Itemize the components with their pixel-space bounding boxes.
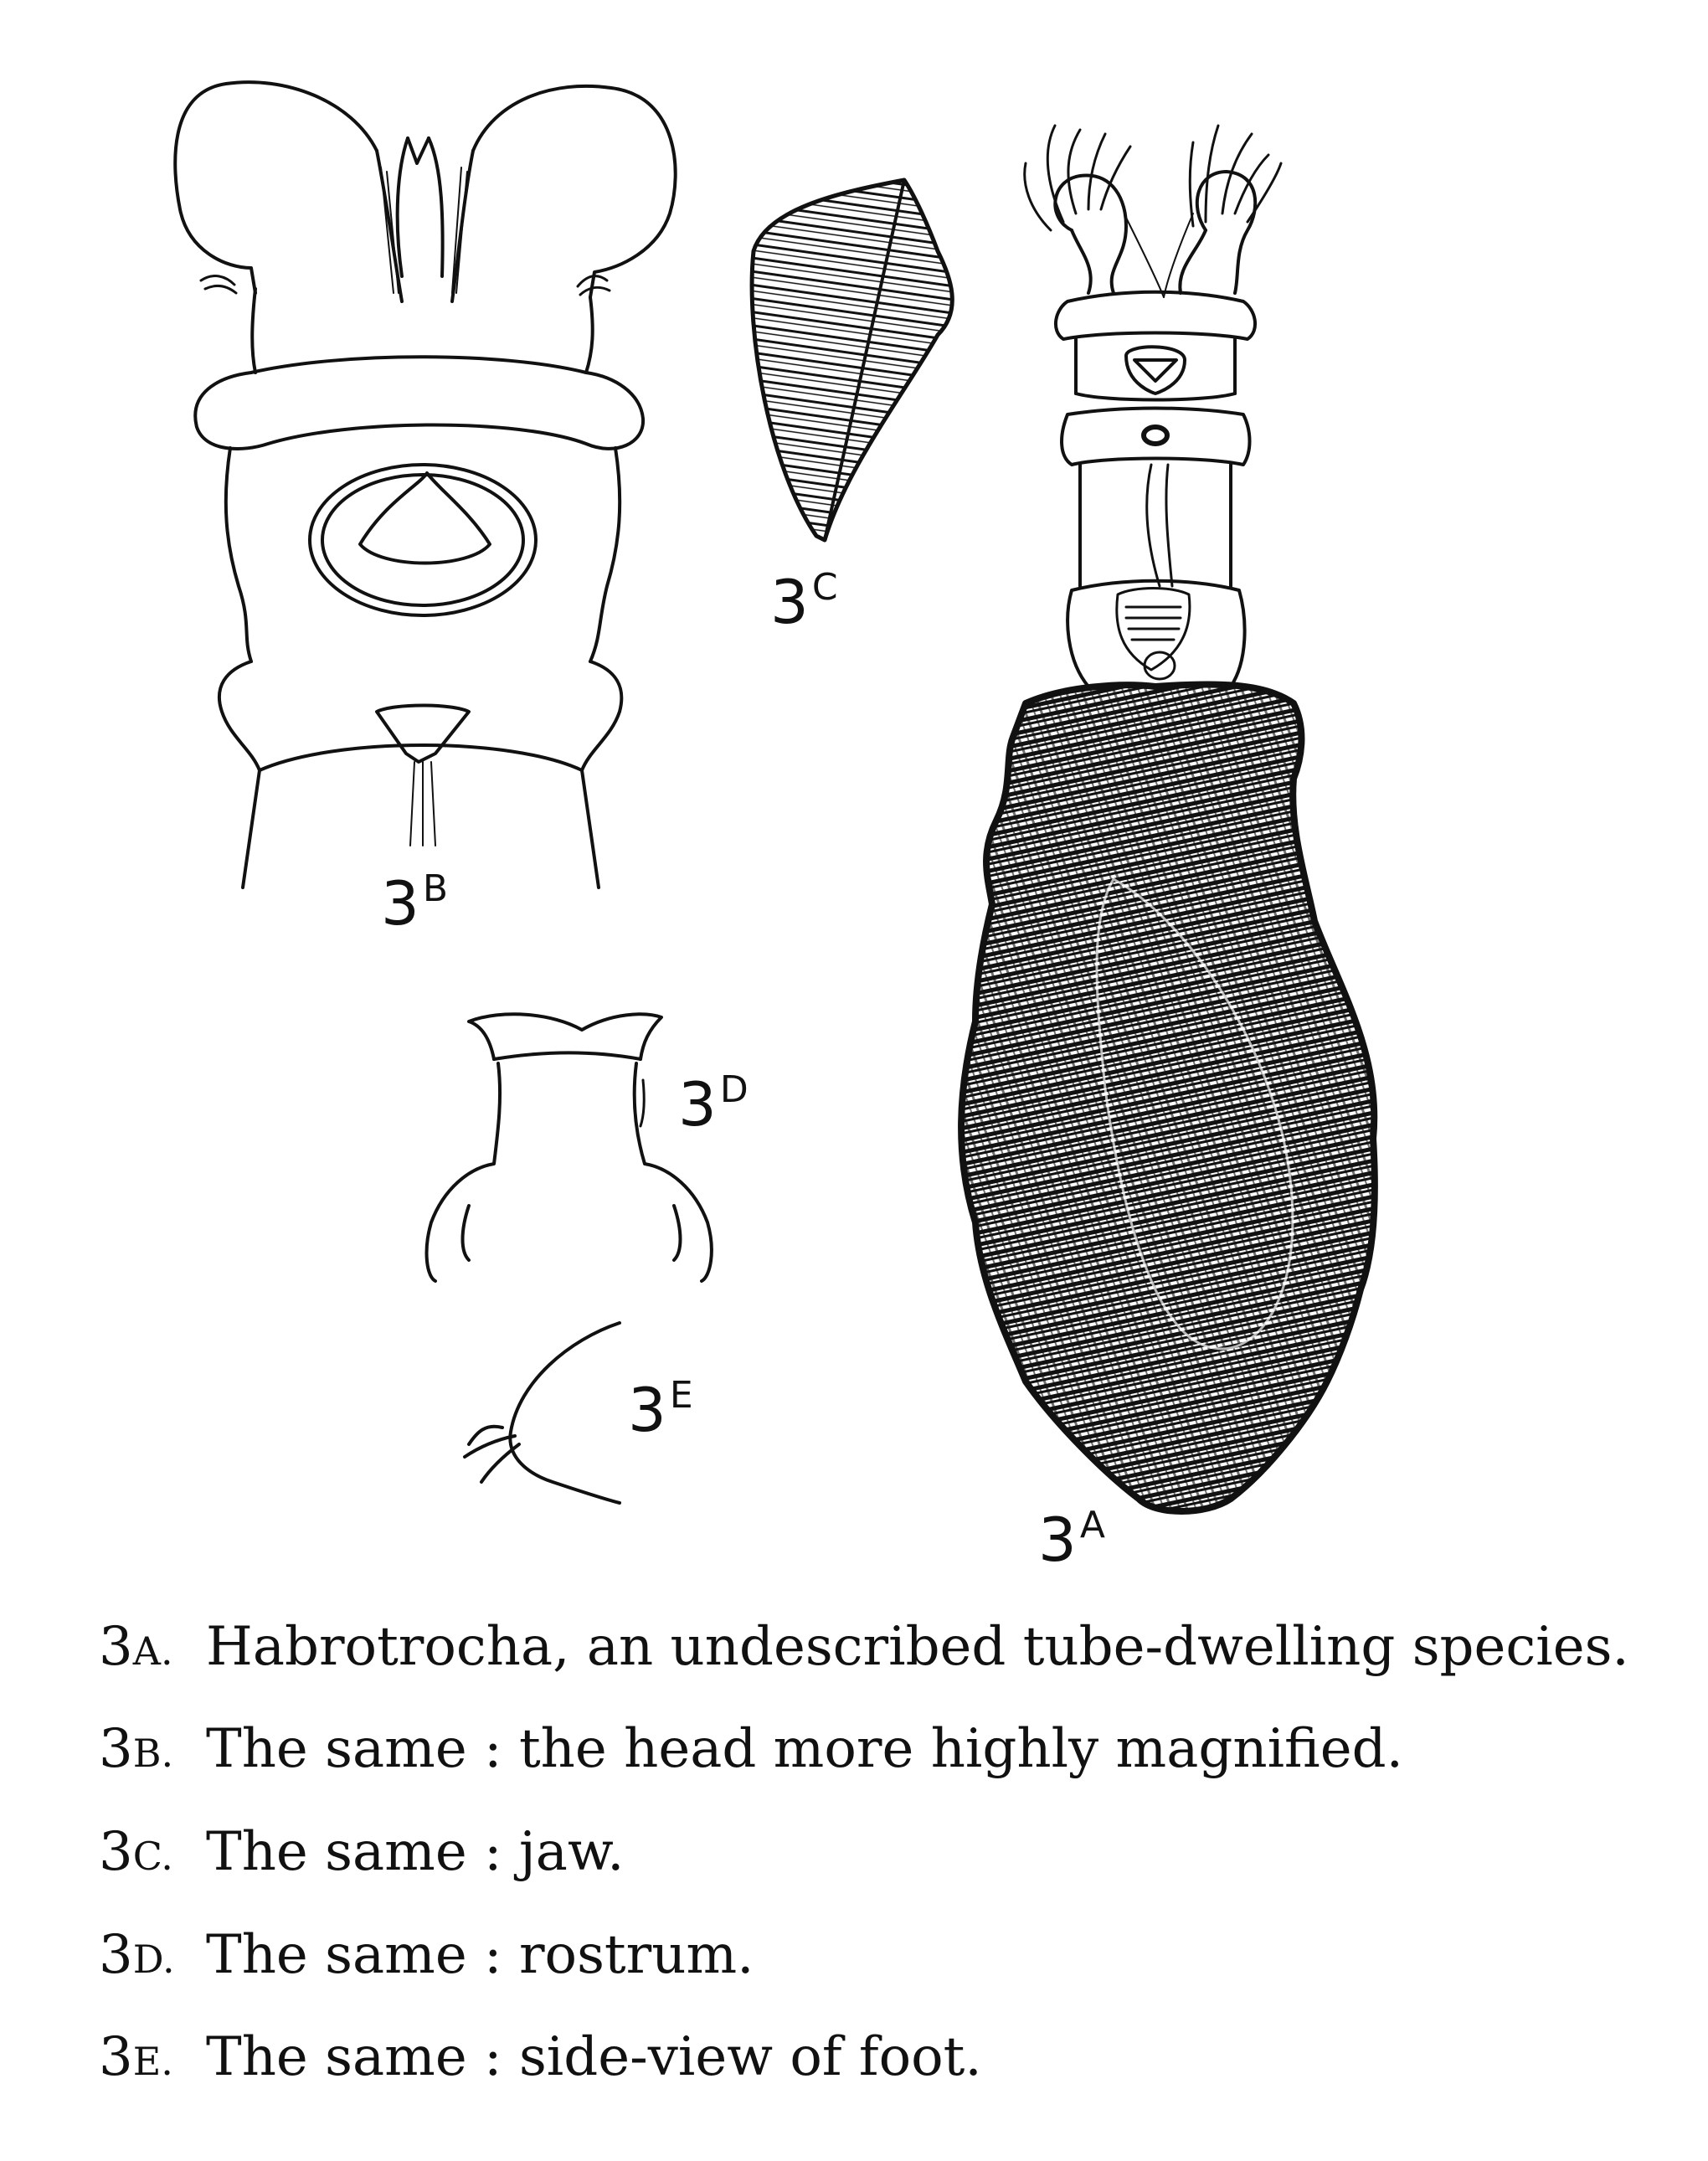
caption-text: The same : the head more highly magnified. xyxy=(206,1718,1403,1780)
figure-3a-animal-drawing xyxy=(961,126,1375,1511)
caption-number: 3D. xyxy=(99,1924,175,1986)
caption-3b xyxy=(99,1718,1403,1780)
figure-label-letter: E xyxy=(669,1374,693,1417)
figure-3d-rostrum-drawing xyxy=(427,1014,712,1281)
figure-label-number: 3 xyxy=(770,567,809,637)
figure-label-3d xyxy=(678,1068,749,1140)
caption-text: The same : side-view of foot. xyxy=(206,2026,982,2088)
caption-number: 3A. xyxy=(99,1616,173,1678)
figure-label-3a xyxy=(1038,1504,1105,1575)
figure-label-letter: C xyxy=(811,566,838,609)
figure-label-3c xyxy=(770,566,838,637)
figure-label-3b xyxy=(381,867,448,939)
caption-text: Habrotrocha, an undescribed tube-dwelling species. xyxy=(206,1616,1629,1678)
caption-3a xyxy=(99,1616,1629,1678)
figure-label-3e xyxy=(628,1374,693,1445)
figure-3b-head-drawing xyxy=(175,82,675,888)
caption-text: The same : rostrum. xyxy=(206,1924,754,1986)
figure-label-letter: B xyxy=(422,867,448,910)
figure-3e-foot-drawing xyxy=(465,1323,620,1503)
caption-number: 3B. xyxy=(99,1718,174,1780)
caption-number: 3C. xyxy=(99,1821,173,1883)
figure-label-letter: D xyxy=(719,1068,749,1111)
caption-text: The same : jaw. xyxy=(206,1821,625,1883)
figure-label-number: 3 xyxy=(628,1375,666,1445)
figure-label-number: 3 xyxy=(381,868,419,939)
figure-label-number: 3 xyxy=(1038,1505,1077,1575)
caption-3d xyxy=(99,1924,754,1986)
caption-3c xyxy=(99,1821,625,1883)
figure-label-number: 3 xyxy=(678,1069,717,1140)
figure-3c-jaw-drawing xyxy=(752,180,952,540)
caption-3e xyxy=(99,2026,982,2088)
caption-number: 3E. xyxy=(99,2026,173,2088)
figure-label-letter: A xyxy=(1079,1504,1105,1546)
